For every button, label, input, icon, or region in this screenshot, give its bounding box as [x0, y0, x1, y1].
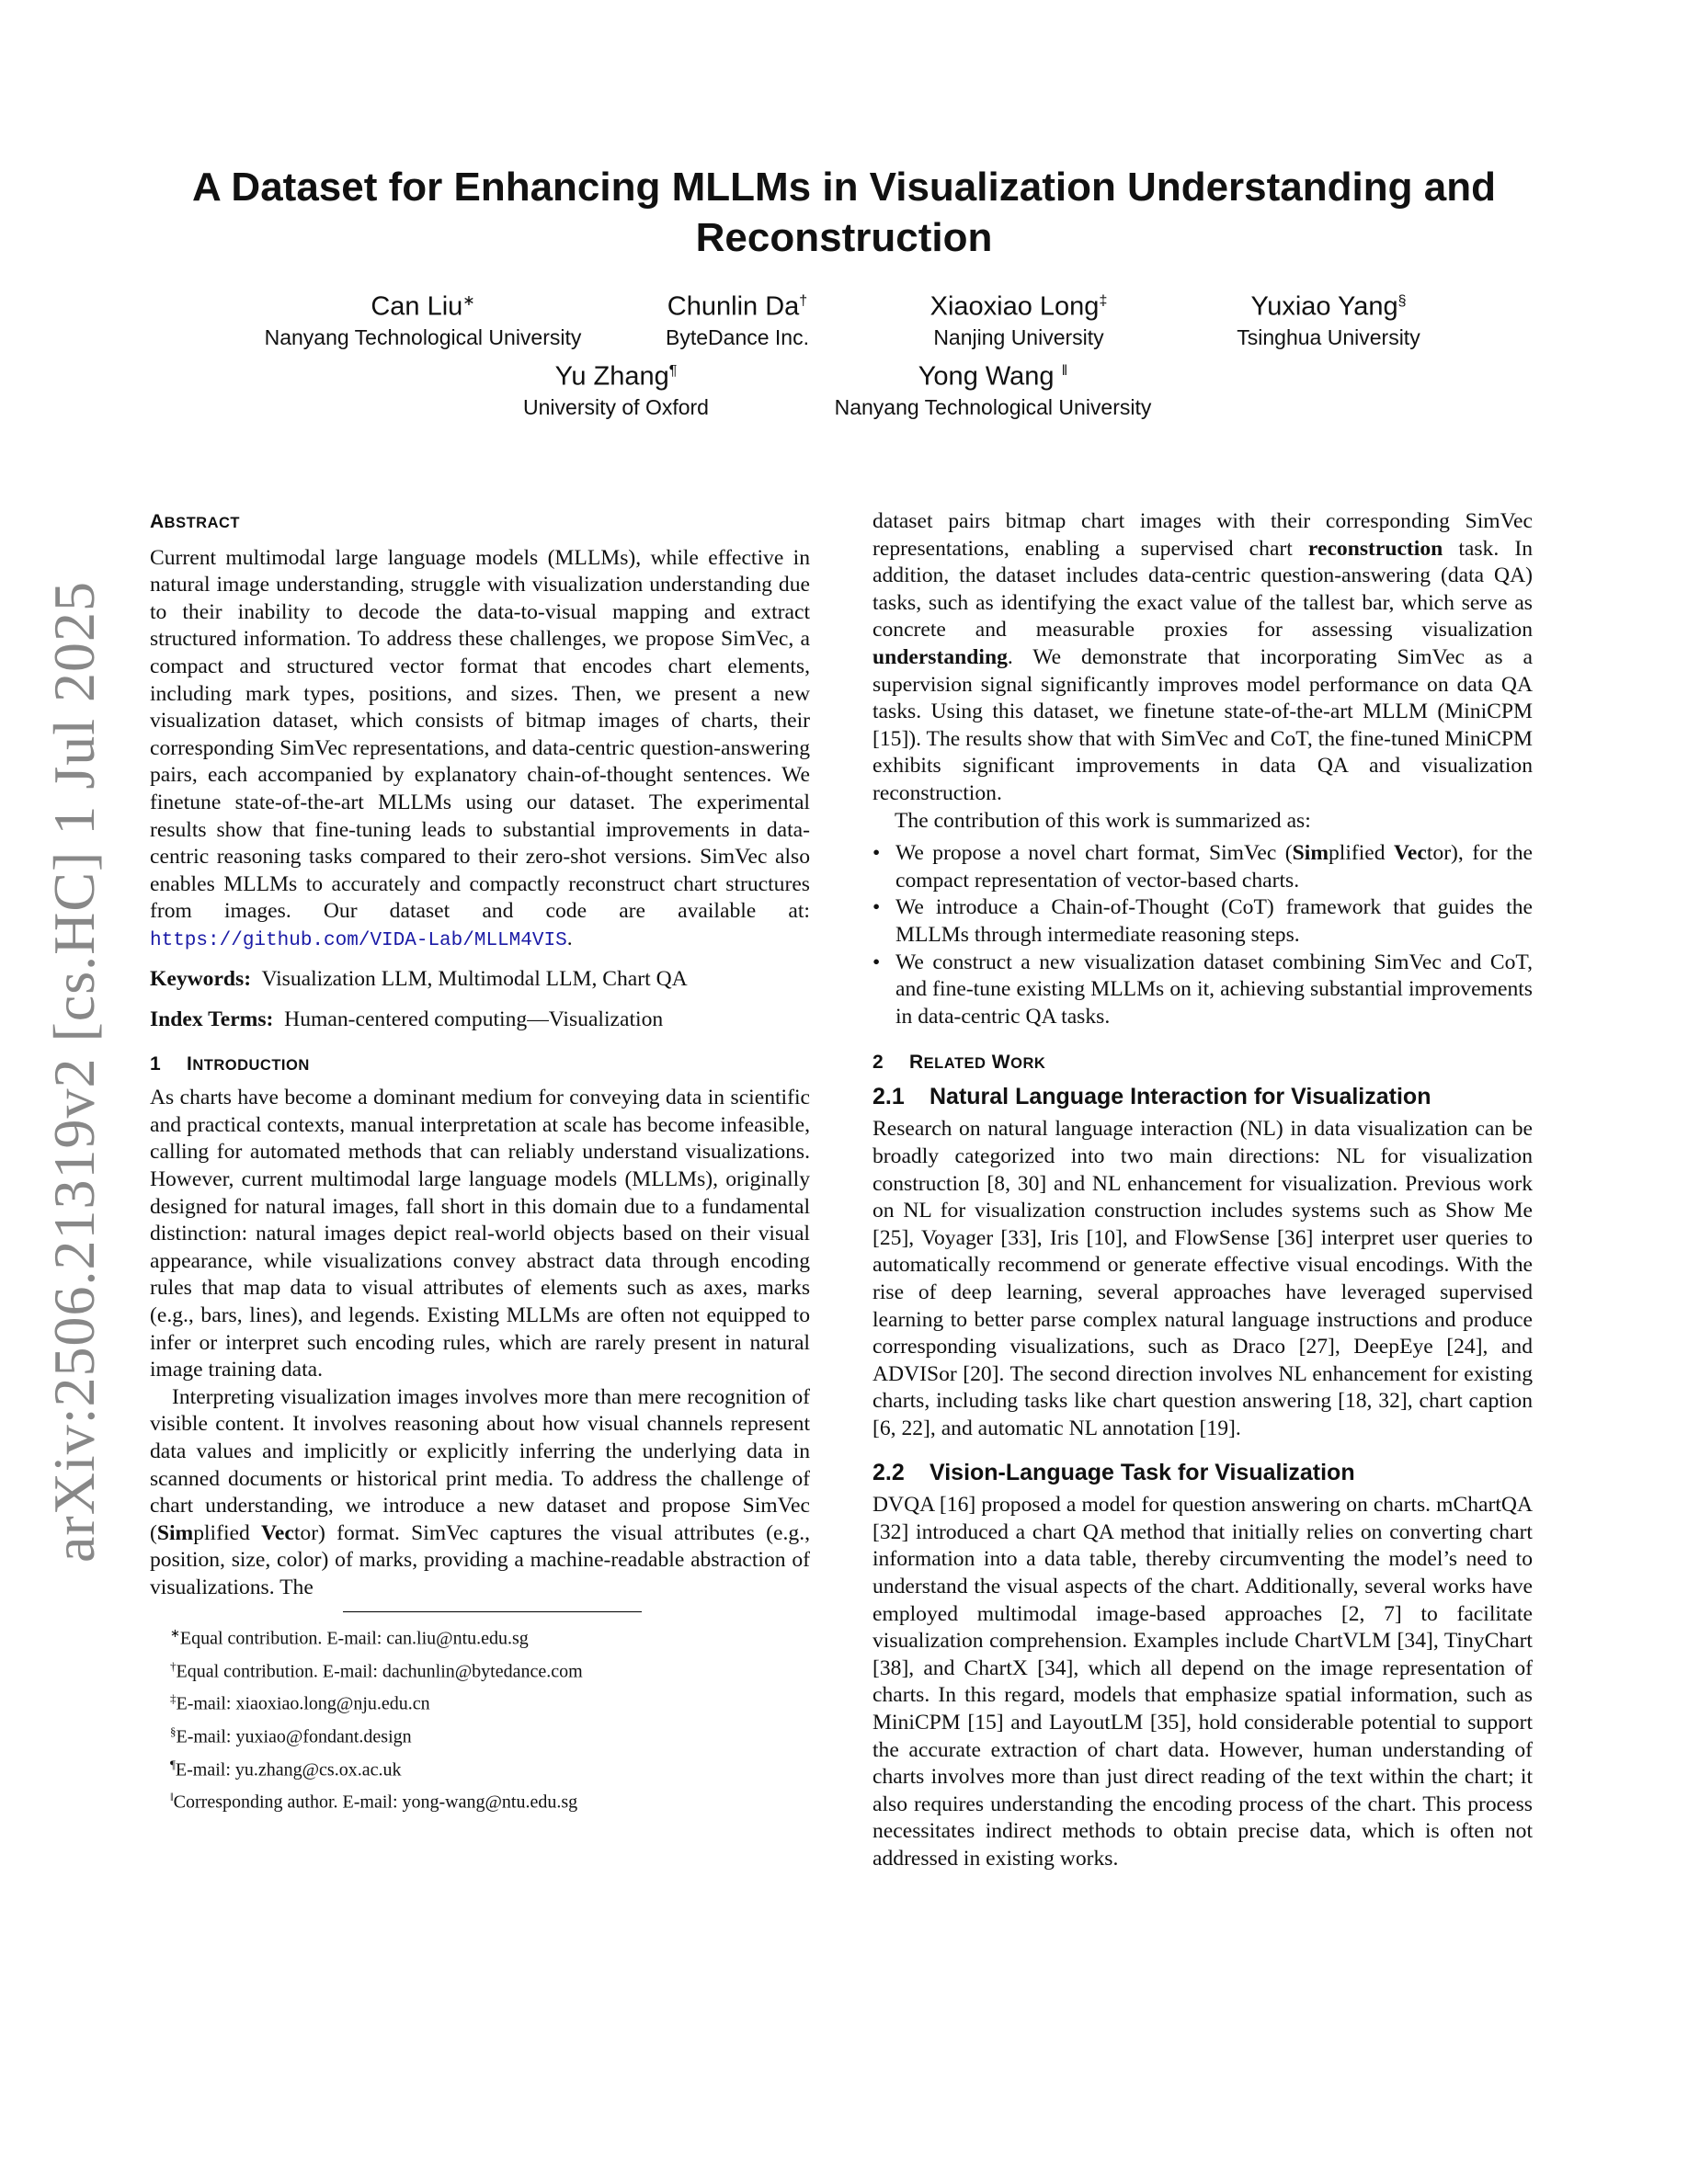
author-mark: ‖: [1061, 363, 1068, 379]
footnote: ‡E-mail: xiaoxiao.long@nju.edu.cn: [170, 1691, 430, 1715]
contribution-list: [873, 840, 1533, 1030]
author-affiliation: Tsinghua University: [1237, 324, 1420, 349]
title-line-1: A Dataset for Enhancing MLLMs in Visualization Understanding and: [192, 165, 1496, 210]
subsection-2-2-heading: 2.2 Vision-Language Task for Visualization: [873, 1459, 1355, 1485]
contribution-intro: The contribution of this work is summarized as:: [895, 808, 1311, 833]
author-name: Yuxiao Yang: [1250, 291, 1398, 322]
paper-title: [147, 162, 1541, 263]
subsection-2-1-text: Research on natural language interaction (NL) in data visualization can be broadly categorized into two main directions: NL for visualization construction [8, 30] and NL enhancement for visualization. Previous work on NL for visualization construction includes systems such as Show Me [25], Voyager [33], Iris [10], and FlowSense [36] interpret user queries to automatically recommend or generate effective visual encodings. With the rise of deep learning, several approaches have leveraged supervised learning to better parse complex natural language instructions and produce corresponding visualizations, such as Draco [27], DeepEye [24], and ADVISor [20]. The second direction involves NL enhancement for existing charts, including tasks like chart question answering [18, 32], chart caption [6, 22], and automatic NL annotation [19].: [873, 1117, 1533, 1440]
author-xiaoxiao-long: [881, 285, 1157, 351]
author-affiliation: Nanjing University: [933, 324, 1104, 349]
keywords-text: Visualization LLM, Multimodal LLM, Chart QA: [261, 966, 688, 991]
author-affiliation: University of Oxford: [523, 394, 709, 419]
author-affiliation: ByteDance Inc.: [666, 324, 809, 349]
author-name: Yu Zhang: [554, 361, 669, 392]
index-terms-line: [150, 1007, 810, 1034]
author-mark: ¶: [668, 363, 678, 379]
author-mark: §: [1397, 293, 1407, 309]
title-line-2: Reconstruction: [695, 215, 993, 260]
author-yu-zhang: [478, 355, 754, 421]
author-name: Chunlin Da: [667, 291, 800, 322]
contribution-item: • We introduce a Chain-of-Thought (CoT) framework that guides the MLLMs through intermediate reasoning steps.: [895, 894, 1533, 949]
author-affiliation: Nanyang Technological University: [834, 394, 1152, 419]
author-chunlin-da: [599, 285, 875, 351]
keywords-line: [150, 966, 810, 994]
author-yuxiao-yang: [1179, 285, 1478, 351]
arxiv-identifier-stamp: arXiv:2506.21319v2 [cs.HC] 1 Jul 2025: [41, 580, 107, 1563]
footnote: †Equal contribution. E-mail: dachunlin@bytedance.com: [170, 1658, 583, 1682]
contribution-item: • We propose a novel chart format, SimVec (Simplified Vector), for the compact representation of vector-based charts.: [895, 840, 1533, 894]
author-name: Can Liu: [371, 291, 463, 322]
footnote: ‖Corresponding author. E-mail: yong-wang@ntu.edu.sg: [170, 1790, 578, 1813]
author-can-liu: [230, 285, 616, 351]
author-mark: †: [799, 293, 808, 309]
index-terms-text: Human-centered computing—Visualization: [284, 1007, 664, 1032]
footnote: §E-mail: yuxiao@fondant.design: [170, 1724, 412, 1747]
subsection-2-1-heading: 2.1 Natural Language Interaction for Visualization: [873, 1083, 1431, 1109]
author-mark: ‡: [1099, 293, 1108, 309]
footnote-divider: [343, 1611, 642, 1613]
keywords-label: Keywords:: [150, 966, 252, 991]
related-work-heading: 2 RELATED WORK: [873, 1052, 1046, 1074]
abstract-heading: ABSTRACT: [150, 511, 240, 532]
author-name: Yong Wang: [918, 361, 1055, 392]
right-column: [873, 508, 1533, 1873]
introduction-paragraph-1: As charts have become a dominant medium for conveying data in scientific and practical contexts, manual interpretation at scale has become infeasible, calling for automated methods that can reliably understand visualizations. However, current multimodal large language models (MLLMs), originally designed for natural images, fall short in this domain due to a fundamental distinction: natural images depict real-world objects based on their visual appearance, while visualizations convey abstract data through encoding rules that map data to visual attributes of elements such as axes, marks (e.g., bars, lines), and legends. Existing MLLMs are often not equipped to infer or interpret such encoding rules, which are rarely present in natural image training data.: [150, 1086, 810, 1382]
author-affiliation: Nanyang Technological University: [264, 324, 582, 349]
left-column: [150, 508, 810, 1816]
footnote: ¶E-mail: yu.zhang@cs.ox.ac.uk: [170, 1757, 402, 1780]
repository-link[interactable]: https://github.com/VIDA-Lab/MLLM4VIS: [150, 929, 567, 951]
introduction-paragraph-2: Interpreting visualization images involves more than mere recognition of visible content. It involves reasoning about how visual channels represent data values and implicitly or explicitly inferring the underlying data in scanned documents or historical print media. To address the challenge of chart understanding, we introduce a new dataset and propose SimVec (Simplified Vector) format. SimVec captures the visual attributes (e.g., position, size, color) of marks, providing a machine-readable abstraction of visualizations. The: [150, 1384, 810, 1599]
subsection-2-2-text: DVQA [16] proposed a model for question answering on charts. mChartQA [32] introduced a chart QA method that initially relies on converting chart information into a data table, thereby circumventing the model’s need to understand the visual aspects of the chart. Additionally, several works have employed multimodal image-based approaches [2, 7] to facilitate visualization comprehension. Examples include ChartVLM [34], TinyChart [38], and ChartX [34], which all depend on the image representation of charts. In this regard, models that emphasize spatial information, such as MiniCPM [15] and LayoutLM [35], hold considerable potential to support the accurate extraction of chart data. However, human understanding of charts involves more than just direct reading of the text within the chart; it also requires understanding the encoding process of the chart. This process necessitates indirect methods to obtain precise data, which is often not addressed in existing works.: [873, 1493, 1533, 1871]
footnotes: [150, 1620, 810, 1816]
footnote: ∗Equal contribution. E-mail: can.liu@ntu.edu.sg: [170, 1626, 529, 1649]
author-yong-wang: [809, 355, 1177, 421]
author-name: Xiaoxiao Long: [930, 291, 1100, 322]
author-mark: ∗: [462, 293, 475, 309]
contribution-item: • We construct a new visualization dataset combining SimVec and CoT, and fine-tune existing MLLMs on it, achieving substantial improvements in data-centric QA tasks.: [895, 950, 1533, 1031]
introduction-paragraph-continued: dataset pairs bitmap chart images with their corresponding SimVec representations, enabling a supervised chart reconstruction task. In addition, the dataset includes data-centric question-answering (data QA) tasks, such as identifying the exact value of the tallest bar, which serve as concrete and measurable proxies for assessing visualization understanding. We demonstrate that incorporating SimVec as a supervision signal significantly improves model performance on data QA tasks. Using this dataset, we finetune state-of-the-art MLLM (MiniCPM [15]). The results show that with SimVec and CoT, the fine-tuned MiniCPM exhibits significant improvements in data QA and visualization reconstruction.: [873, 509, 1533, 805]
abstract-text: Current multimodal large language models (MLLMs), while effective in natural image understanding, struggle with visualization understanding due to their inability to decode the data-to-visual mapping and extract structured information. To address these challenges, we propose SimVec, a compact and structured vector format that encodes chart elements, including mark types, positions, and sizes. Then, we present a new visualization dataset, which consists of bitmap images of charts, their corresponding SimVec representations, and data-centric question-answering pairs, each accompanied by explanatory chain-of-thought sentences. We finetune state-of-the-art MLLMs using our dataset. The experimental results show that fine-tuning leads to substantial improvements in data-centric reasoning tasks compared to their zero-shot versions. SimVec also enables MLLMs to accurately and compactly reconstruct chart structures from images. Our dataset and code are available at: https://github.com/VIDA-Lab/MLLM4VIS.: [150, 545, 810, 951]
index-terms-label: Index Terms:: [150, 1007, 274, 1032]
introduction-heading: 1 INTRODUCTION: [150, 1052, 310, 1075]
